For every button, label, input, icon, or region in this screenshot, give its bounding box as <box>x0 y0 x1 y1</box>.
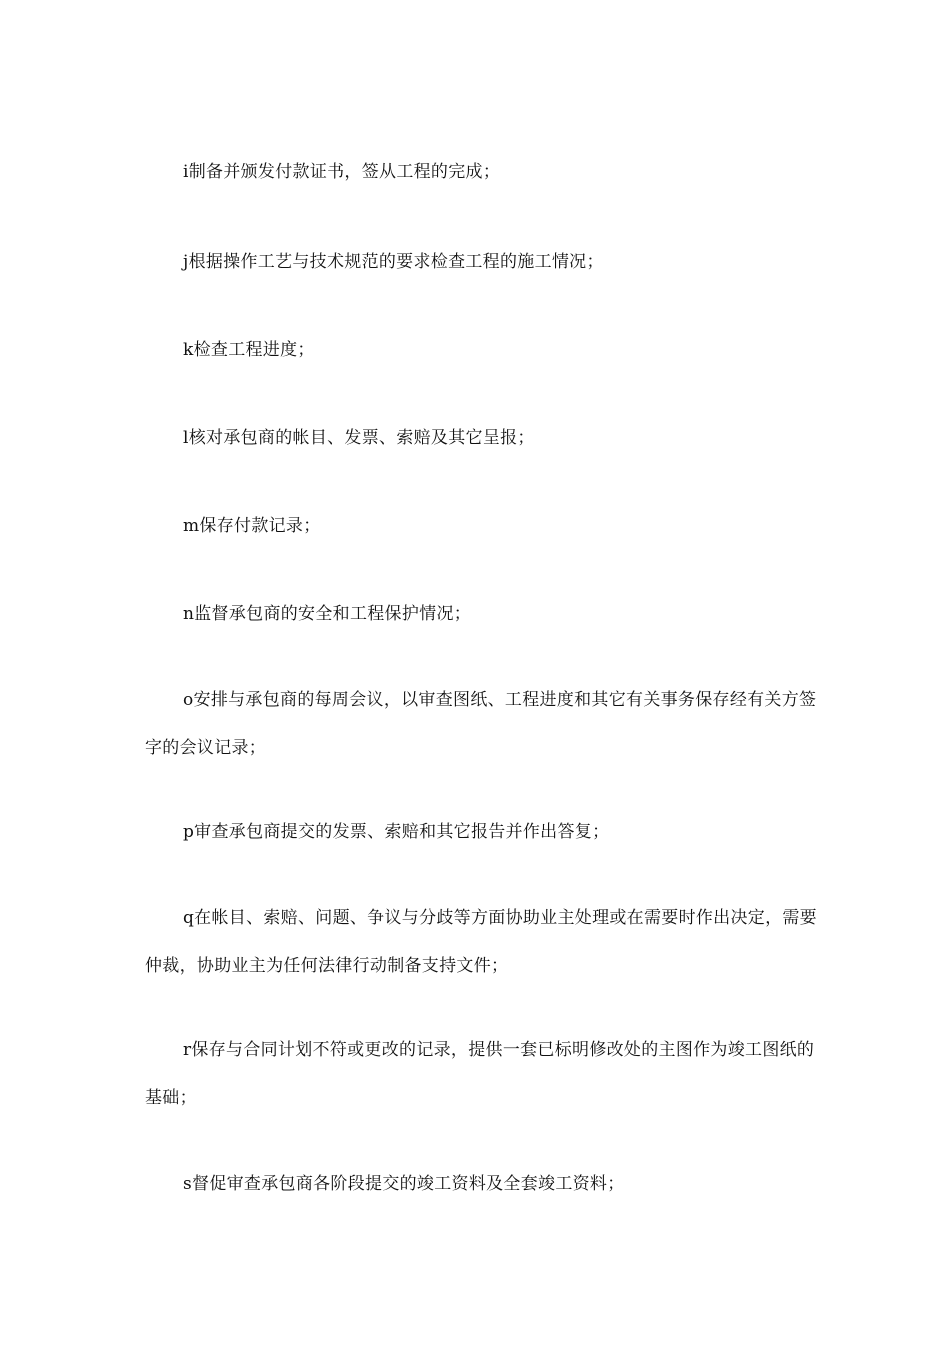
paragraph-p: p审查承包商提交的发票、索赔和其它报告并作出答复； <box>183 822 610 842</box>
paragraph-i: i制备并颁发付款证书，签从工程的完成； <box>183 162 501 182</box>
paragraph-l: l核对承包商的帐目、发票、索赔及其它呈报； <box>183 428 535 448</box>
paragraph-q: q在帐目、索赔、问题、争议与分歧等方面协助业主处理或在需要时作出决定，需要仲裁，协助业主为任何法律行动制备支持文件； <box>145 908 817 976</box>
paragraph-n: n监督承包商的安全和工程保护情况； <box>183 604 472 624</box>
paragraph-r: r保存与合同计划不符或更改的记录，提供一套已标明修改处的主图作为竣工图纸的基础； <box>145 1040 815 1108</box>
paragraph-j: j根据操作工艺与技术规范的要求检查工程的施工情况； <box>183 252 604 272</box>
paragraph-o: o安排与承包商的每周会议，以审查图纸、工程进度和其它有关事务保存经有关方签字的会议记录； <box>145 690 817 758</box>
paragraph-k: k检查工程进度； <box>183 340 315 360</box>
paragraph-s: s督促审查承包商各阶段提交的竣工资料及全套竣工资料； <box>183 1174 625 1194</box>
paragraph-m: m保存付款记录； <box>183 516 321 536</box>
